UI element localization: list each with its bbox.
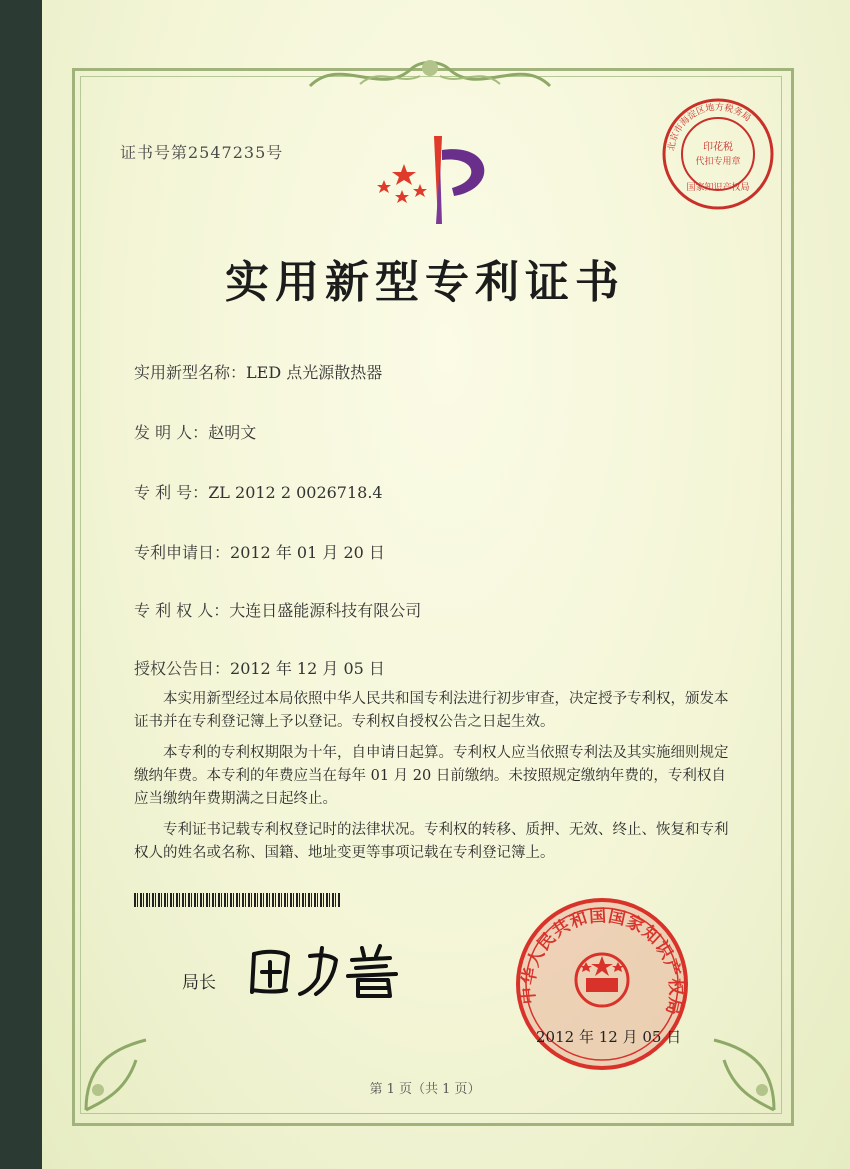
- field-patentee: [134, 598, 421, 621]
- tax-stamp-line-2: 代扣专用章: [695, 157, 741, 167]
- body-paragraph: 本专利的专利权期限为十年，自申请日起算。专利权人应当依照专利法及其实施细则规定缴纳年费。本专利的年费应当在每年 01 月 20 日前缴纳。未按照规定缴纳年费的，专利权自应当缴纳年费期满之日起终止。: [134, 745, 729, 807]
- field-label: 专利申请日：: [134, 543, 231, 562]
- patent-office-logo: [372, 128, 502, 228]
- field-patent-number: [134, 480, 383, 503]
- field-value: 赵明文: [208, 423, 257, 442]
- tax-stamp-line-1: 印花税: [703, 142, 733, 153]
- field-grant-date: [134, 656, 385, 679]
- field-application-date: [134, 540, 385, 563]
- seal-arc-text: 中华人民共和国国家知识产权局: [518, 906, 686, 1018]
- body-paragraph: 本实用新型经过本局依照中华人民共和国专利法进行初步审查，决定授予专利权，颁发本证书并在专利登记簿上予以登记。专利权自授权公告之日起生效。: [134, 691, 729, 730]
- field-label: 专 利 权 人：: [134, 601, 230, 620]
- top-ornament: [300, 56, 560, 96]
- field-label: 授权公告日：: [134, 659, 231, 678]
- certificate-number: 证书号第2547235号: [120, 143, 284, 162]
- field-value: 大连日盛能源科技有限公司: [229, 601, 422, 620]
- tax-stamp: [660, 96, 776, 212]
- certificate-body: [134, 688, 730, 873]
- field-value: 2012 年 01 月 20 日: [230, 543, 385, 562]
- tax-stamp-arc-text: 北京市海淀区地方税务局: [666, 102, 753, 152]
- body-paragraph: 专利证书记载专利权登记时的法律状况。专利权的转移、质押、无效、终止、恢复和专利权人的姓名或名称、国籍、地址变更等事项记载在专利登记簿上。: [134, 822, 729, 861]
- director-label: 局长: [182, 973, 216, 993]
- field-label: 实用新型名称：: [134, 363, 247, 382]
- seal-date: 2012 年 12 月 05 日: [536, 1028, 682, 1046]
- page-number: 第 1 页（共 1 页）: [369, 1082, 481, 1097]
- field-value: ZL 2012 2 0026718.4: [208, 483, 383, 502]
- barcode: [134, 893, 340, 907]
- field-utility-name: [134, 360, 382, 383]
- corner-ornament-bottom-left: [76, 1030, 156, 1120]
- field-value: LED 点光源散热器: [246, 363, 383, 382]
- corner-ornament-bottom-right: [704, 1030, 784, 1120]
- field-label: 发 明 人：: [134, 423, 209, 442]
- tax-stamp-line-3: 国家知识产权局: [686, 183, 750, 193]
- certificate-title: 实用新型专利证书: [225, 257, 625, 308]
- director-signature: [240, 934, 430, 1004]
- field-label: 专 利 号：: [134, 483, 209, 502]
- field-inventor: [134, 420, 256, 443]
- field-value: 2012 年 12 月 05 日: [230, 659, 385, 678]
